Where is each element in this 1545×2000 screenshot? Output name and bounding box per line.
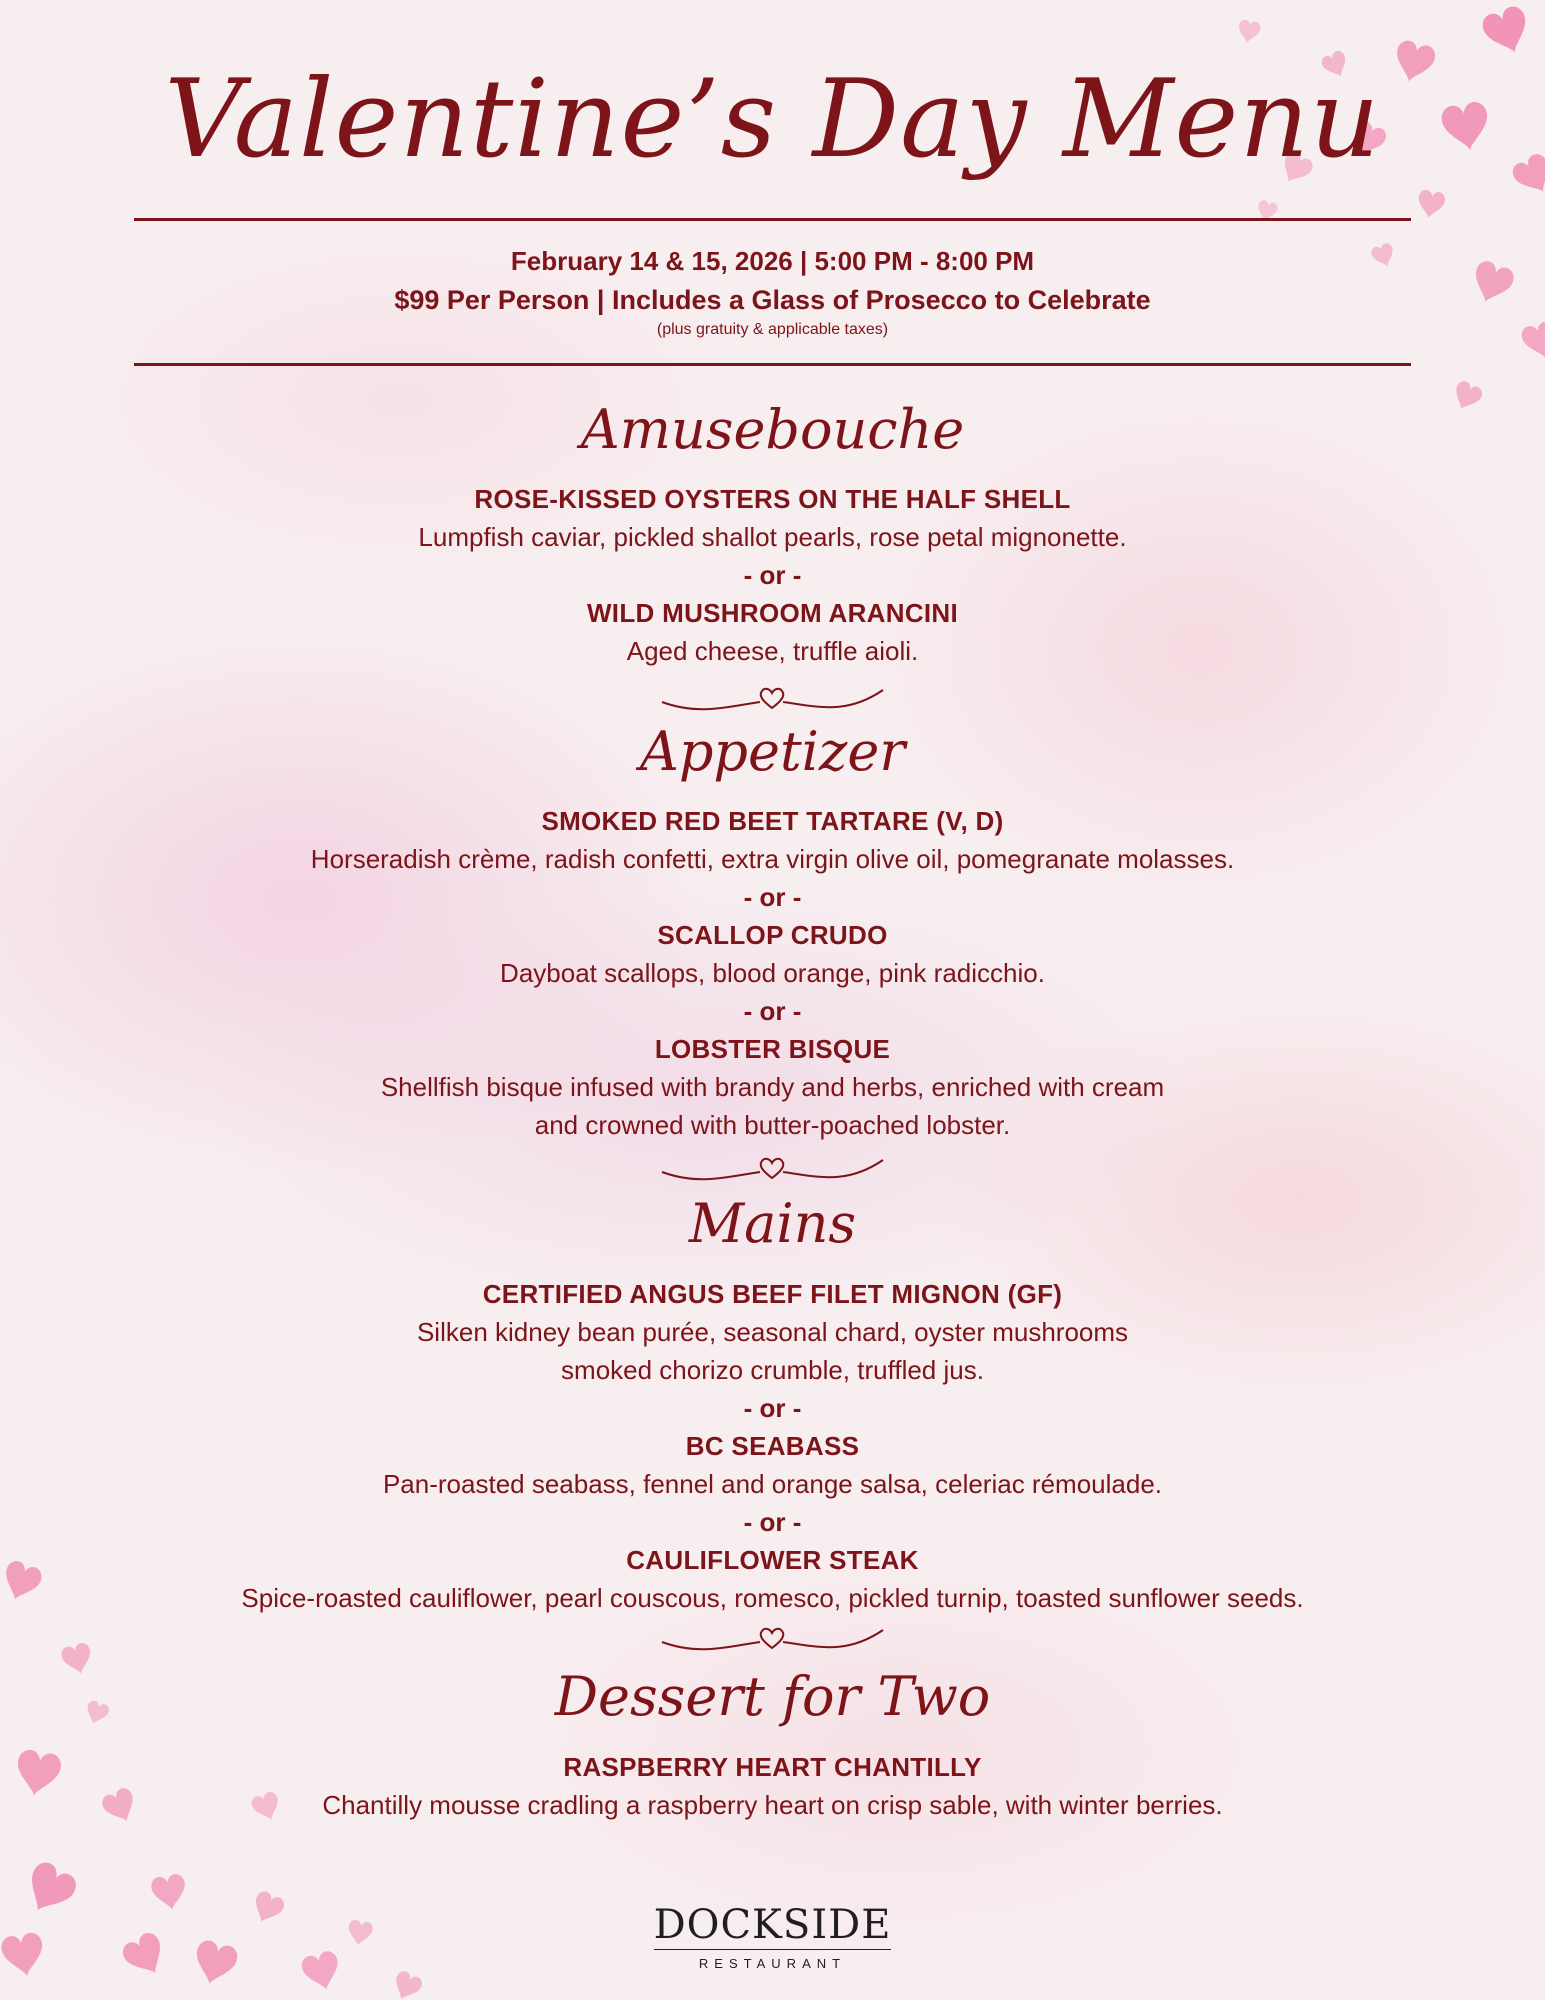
- dish-description: Lumpfish caviar, pickled shallot pearls, rose petal mignonette.: [418, 522, 1127, 552]
- section-amusebouche: [0, 480, 1545, 670]
- dish-description: Dayboat scallops, blood orange, pink radicchio.: [500, 958, 1045, 988]
- dish-name: CAULIFLOWER STEAK: [626, 1545, 919, 1575]
- heart-flourish-icon: [660, 686, 885, 716]
- section-title-amusebouche: Amusebouche: [580, 398, 965, 461]
- heart-flourish-icon: [660, 1156, 885, 1186]
- dish-description: smoked chorizo crumble, truffled jus.: [561, 1355, 984, 1385]
- restaurant-logo: [0, 1903, 1545, 1971]
- or-separator: - or -: [743, 560, 802, 590]
- dish-name: RASPBERRY HEART CHANTILLY: [563, 1752, 982, 1782]
- dish-description: and crowned with butter-poached lobster.: [534, 1110, 1011, 1140]
- dish-description: Shellfish bisque infused with brandy and herbs, enriched with cream: [380, 1072, 1165, 1102]
- dish-name: SCALLOP CRUDO: [657, 920, 888, 950]
- price-note: (plus gratuity & applicable taxes): [656, 321, 889, 338]
- or-separator: - or -: [743, 1507, 802, 1537]
- dish-description: Aged cheese, truffle aioli.: [626, 636, 919, 666]
- or-separator: - or -: [743, 882, 802, 912]
- dish-name: WILD MUSHROOM ARANCINI: [586, 598, 959, 628]
- section-appetizer: [0, 802, 1545, 1144]
- or-separator: - or -: [743, 1393, 802, 1423]
- header-divider: [134, 363, 1411, 366]
- logo-subtitle: RESTAURANT: [698, 1956, 847, 1971]
- dish-name: LOBSTER BISQUE: [654, 1034, 891, 1064]
- menu-title: Valentine’s Day Menu: [164, 57, 1381, 182]
- section-title-dessert: Dessert for Two: [554, 1665, 991, 1728]
- dish-description: Pan-roasted seabass, fennel and orange salsa, celeriac rémoulade.: [382, 1469, 1163, 1499]
- dish-description: Chantilly mousse cradling a raspberry heart on crisp sable, with winter berries.: [322, 1790, 1223, 1820]
- logo-name: DOCKSIDE: [653, 1902, 892, 1948]
- section-dessert: [0, 1748, 1545, 1824]
- section-title-mains: Mains: [688, 1192, 857, 1255]
- or-separator: - or -: [743, 996, 802, 1026]
- dish-name: ROSE-KISSED OYSTERS ON THE HALF SHELL: [474, 484, 1071, 514]
- dish-description: Silken kidney bean purée, seasonal chard, oyster mushrooms: [416, 1317, 1129, 1347]
- section-title-appetizer: Appetizer: [639, 720, 906, 783]
- dish-description: Spice-roasted cauliflower, pearl couscous, romesco, pickled turnip, toasted sunflower seeds.: [241, 1583, 1304, 1613]
- dish-name: BC SEABASS: [685, 1431, 860, 1461]
- dish-name: SMOKED RED BEET TARTARE (V, D): [541, 806, 1004, 836]
- top-divider: [134, 218, 1411, 221]
- dish-name: CERTIFIED ANGUS BEEF FILET MIGNON (GF): [482, 1279, 1063, 1309]
- section-mains: [0, 1275, 1545, 1617]
- event-dates: February 14 & 15, 2026 | 5:00 PM - 8:00 PM: [510, 246, 1035, 276]
- event-price: $99 Per Person | Includes a Glass of Prosecco to Celebrate: [394, 285, 1151, 315]
- heart-flourish-icon: [660, 1626, 885, 1656]
- dish-description: Horseradish crème, radish confetti, extra virgin olive oil, pomegranate molasses.: [310, 844, 1235, 874]
